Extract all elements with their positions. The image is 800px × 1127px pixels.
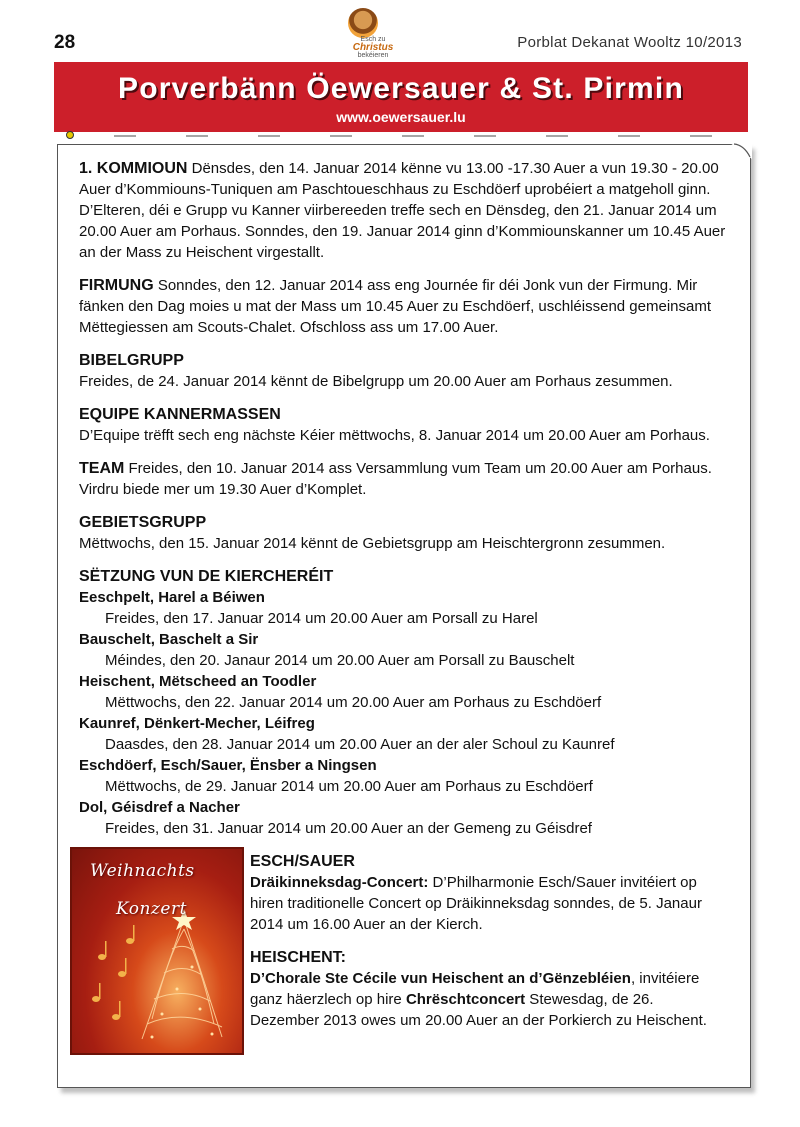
parish-banner: [54, 62, 748, 132]
parish-meeting-detail: Mëttwochs, den 22. Januar 2014 um 20.00 Auer am Porhaus zu Eschdöerf: [105, 694, 602, 711]
parish-name: Heischent, Mëtscheed an Toodler: [79, 673, 317, 690]
section-heading: BIBELGRUPP: [79, 352, 184, 369]
section-heading: 1. KOMMIOUN: [79, 160, 188, 177]
decorative-divider: [66, 131, 746, 141]
logo-emblem-icon: [348, 8, 378, 38]
parish-name: Eeschpelt, Harel a Béiwen: [79, 589, 265, 606]
section-team: [79, 458, 739, 500]
parish-meeting-detail: Mëttwochs, de 29. Januar 2014 um 20.00 Auer am Porhaus zu Eschdöerf: [105, 778, 593, 795]
section-gebietsgrupp: [79, 512, 739, 554]
section-text: Sonndes, den 12. Januar 2014 ass eng Journée fir déi Jonk vun der Firmung. Mir fänken den Dag moies u mat der Mass um 10.45 Auer zu Eschdöerf, uschléissend gemeinsamt Mëttegiessen am Scouts-Chalet. Ofschloss ass um 17.00 Auer.: [79, 277, 711, 336]
parish-name: Eschdöerf, Esch/Sauer, Ënsber a Ningsen: [79, 757, 377, 774]
section-text: Stewesdag, de 26. Dezember 2013 owes um 20.00 Auer an der Porkierch zu Heischent.: [250, 991, 707, 1029]
section-kannermassen: [79, 404, 739, 446]
publication-title: Porblat Dekanat Wooltz 10/2013: [517, 34, 742, 51]
section-heischent: [250, 947, 720, 1031]
section-heading: EQUIPE KANNERMASSEN: [79, 406, 281, 423]
section-bibelgrupp: [79, 350, 739, 392]
section-heading: HEISCHENT:: [250, 949, 347, 966]
section-kiercheréit: [79, 566, 739, 839]
announcements-content: [79, 158, 739, 851]
website-link[interactable]: www.oewersauer.lu: [336, 109, 466, 125]
music-notes-icon: [92, 925, 135, 1020]
section-heading: TEAM: [79, 460, 125, 477]
section-text: D’Philharmonie Esch/Sauer invitéiert op hiren traditionelle Concert op Dräikinneksdag sonndes, de 5. Janaur 2014 um 16.00 Auer an der Kierch.: [250, 874, 702, 933]
parish-meeting-detail: Méindes, den 20. Janaur 2014 um 20.00 Auer am Porsall zu Bauschelt: [105, 652, 575, 669]
list-item: [79, 755, 739, 797]
section-heading: ESCH/SAUER: [250, 853, 355, 870]
section-kommioun: [79, 158, 739, 263]
list-item: [79, 713, 739, 755]
section-text: Freides, den 10. Januar 2014 ass Versammlung vum Team um 20.00 Auer am Porhaus. Virdru biede mer um 19.30 Auer d’Komplet.: [79, 460, 712, 498]
logo-text-line-2: Christus: [352, 42, 394, 53]
section-heading: SËTZUNG VUN DE KIERCHERÉIT: [79, 568, 334, 585]
section-heading: FIRMUNG: [79, 277, 154, 294]
logo-text-line-3: bekéieren: [357, 52, 389, 59]
parish-meeting-detail: Freides, den 17. Januar 2014 um 20.00 Auer am Porsall zu Harel: [105, 610, 538, 627]
concert-announcements: [250, 851, 720, 1043]
section-text: Dënsdes, den 14. Januar 2014 kënne vu 13.00 -17.30 Auer a vun 19.30 - 20.00 Auer d’Kommiouns-Tuniquen am Paschtoueschhaus zu Eschdöerf uprobéiert a matgeholl ginn. D’Elteren, déi e Grupp vu Kanner viirbereeden treffe sech en Dënsdeg, den 21. Januar 2014 um 20.00 Auer am Porhaus. Sonndes, den 19. Januar 2014 ginn d’Kommiounskanner um 10.45 Auer an der Mass zu Heischent virgestallt.: [79, 160, 726, 261]
parish-name: Kaunref, Dënkert-Mecher, Léifreg: [79, 715, 315, 732]
image-title-line-2: Konzert: [116, 899, 187, 919]
image-title-line-1: Weihnachts: [90, 861, 195, 881]
parish-meeting-detail: Freides, den 31. Januar 2014 um 20.00 Auer an der Gemeng zu Géisdref: [105, 820, 592, 837]
event-name: Dräikinneksdag-Concert:: [250, 874, 429, 891]
page-number: 28: [54, 32, 76, 53]
parish-meeting-detail: Daasdes, den 28. Januar 2014 um 20.00 Auer an der aler Schoul zu Kaunref: [105, 736, 615, 753]
section-esch-sauer: [250, 851, 720, 935]
choir-name: D’Chorale Ste Cécile vun Heischent an d’Gënzebléien: [250, 970, 631, 987]
list-item: [79, 587, 739, 629]
section-heading: GEBIETSGRUPP: [79, 514, 207, 531]
announcements-box: [57, 144, 751, 1088]
banner-title: Porverbänn Öewersauer & St. Pirmin: [118, 72, 684, 105]
section-text: Mëttwochs, den 15. Januar 2014 kënnt de Gebietsgrupp am Heischtergronn zesummen.: [79, 535, 666, 552]
list-item: [79, 797, 739, 839]
section-text: , invitéiere ganz häerzlech op hire: [250, 970, 700, 1008]
event-name: Chrëschtconcert: [405, 991, 526, 1008]
section-text: D’Equipe trëfft sech eng nächste Kéier mëttwochs, 8. Januar 2014 um 20.00 Auer am Porhaus.: [79, 427, 710, 444]
parish-name: Bauschelt, Baschelt a Sir: [79, 631, 259, 648]
section-text: Freides, de 24. Januar 2014 kënnt de Bibelgrupp um 20.00 Auer am Porhaus zesummen.: [79, 373, 673, 390]
page-fold-icon: [730, 143, 752, 159]
christus-logo: [340, 6, 406, 64]
parish-name: Dol, Géisdref a Nacher: [79, 799, 240, 816]
logo-text-line-1: Esch zu: [360, 36, 386, 43]
list-item: [79, 671, 739, 713]
weihnachtskonzert-image: [70, 847, 244, 1055]
section-firmung: [79, 275, 739, 338]
list-item: [79, 629, 739, 671]
